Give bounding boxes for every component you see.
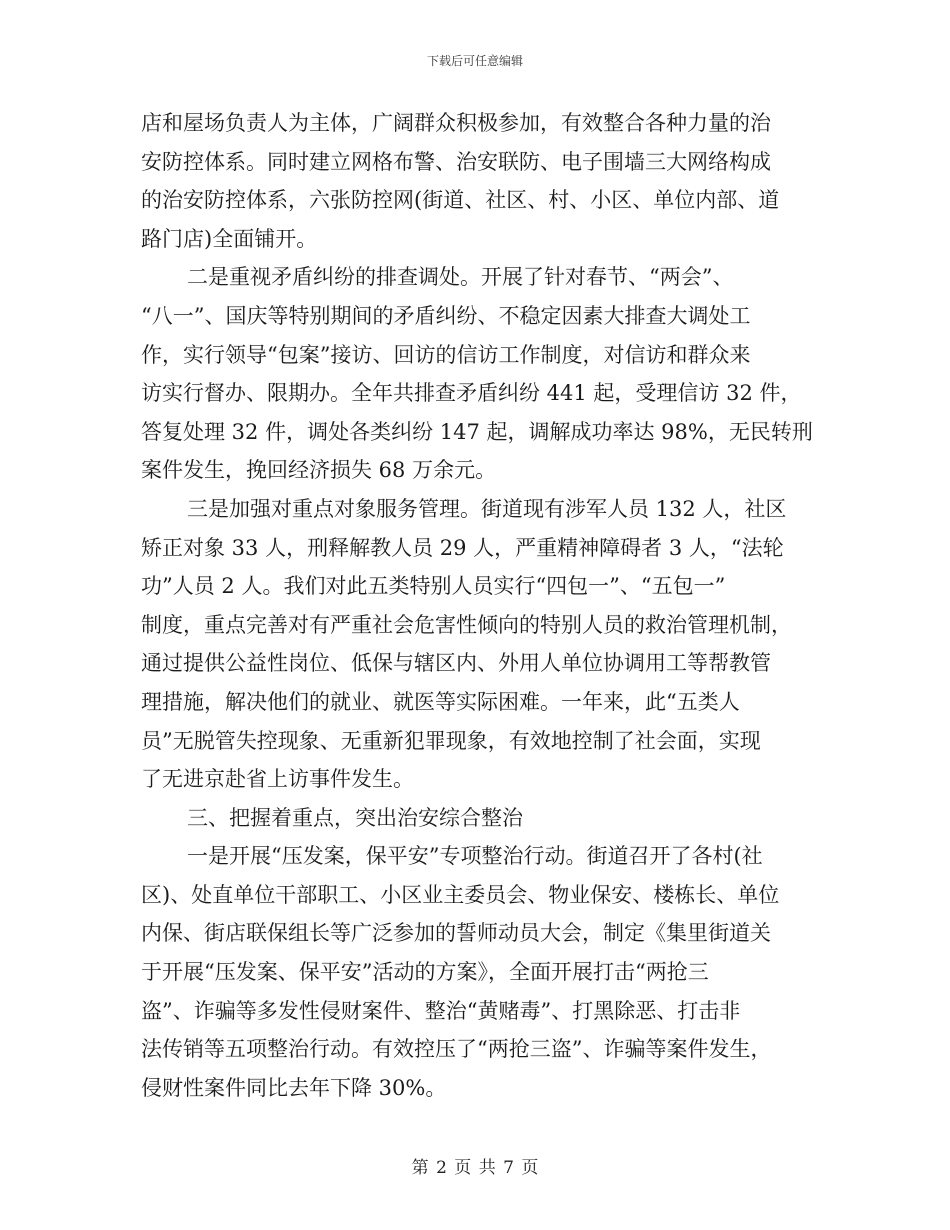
text-line: 功”人员 2 人。我们对此五类特别人员实行“四包一”、“五包一” xyxy=(141,574,726,599)
text-line: 区)、处直单位干部职工、小区业主委员会、物业保安、楼栋长、单位 xyxy=(141,882,780,907)
text-line: 内保、街店联保组长等广泛参加的誓师动员大会，制定《集里街道关 xyxy=(141,921,771,946)
text-line: 的治安防控体系，六张防控网(街道、社区、村、小区、单位内部、道 xyxy=(141,188,780,213)
text-line: 矫正对象 33 人，刑释解教人员 29 人，严重精神障碍者 3 人，“法轮 xyxy=(141,535,784,560)
document-body xyxy=(141,104,813,1107)
text-line: 了无进京赴省上访事件发生。 xyxy=(141,767,414,792)
text-line: 三、把握着重点，突出治安综合整治 xyxy=(187,805,523,830)
text-line: 侵财性案件同比去年下降 30%。 xyxy=(141,1075,447,1100)
text-line: 盗”、诈骗等多发性侵财案件、整治“黄赌毒”、打黑除恶、打击非 xyxy=(141,998,741,1023)
text-line: 员”无脱管失控现象、无重新犯罪现象，有效地控制了社会面，实现 xyxy=(141,728,761,753)
text-line: “八一”、国庆等特别期间的矛盾纠纷、不稳定因素大排查大调处工 xyxy=(141,303,751,328)
text-line: 法传销等五项整治行动。有效控压了“两抢三盗”、诈骗等案件发生， xyxy=(141,1037,772,1062)
text-line: 于开展“压发案、保平安”活动的方案》，全面开展打击“两抢三 xyxy=(141,960,709,985)
text-line: 作，实行领导“包案”接访、回访的信访工作制度，对信访和群众来 xyxy=(141,342,751,367)
text-line: 答复处理 32 件，调处各类纠纷 147 起，调解成功率达 98%，无民转刑 xyxy=(141,419,813,444)
text-line: 店和屋场负责人为主体，广阔群众积极参加，有效整合各种力量的治 xyxy=(141,111,771,135)
text-line: 一是开展“压发案，保平安”专项整治行动。街道召开了各村(社 xyxy=(187,844,763,869)
text-line: 三是加强对重点对象服务管理。街道现有涉军人员 132 人，社区 xyxy=(187,496,787,521)
text-line: 访实行督办、限期办。全年共排查矛盾纠纷 441 起，受理信访 32 件， xyxy=(141,381,802,406)
text-line: 二是重视矛盾纠纷的排查调处。开展了针对春节、“两会”、 xyxy=(187,265,734,290)
text-line: 理措施，解决他们的就业、就医等实际困难。一年来，此“五类人 xyxy=(141,689,740,714)
text-line: 路门店)全面铺开。 xyxy=(141,226,318,251)
text-line: 制度，重点完善对有严重社会危害性倾向的特别人员的救治管理机制， xyxy=(141,612,792,637)
page-header: 下载后可任意编辑 xyxy=(426,54,523,68)
text-line: 案件发生，挽回经济损失 68 万余元。 xyxy=(141,458,497,483)
page-footer: 第 2 页 共 7 页 xyxy=(411,1158,539,1178)
text-line: 通过提供公益性岗位、低保与辖区内、外用人单位协调用工等帮教管 xyxy=(141,651,771,676)
text-line: 安防控体系。同时建立网格布警、治安联防、电子围墙三大网络构成 xyxy=(141,149,771,174)
